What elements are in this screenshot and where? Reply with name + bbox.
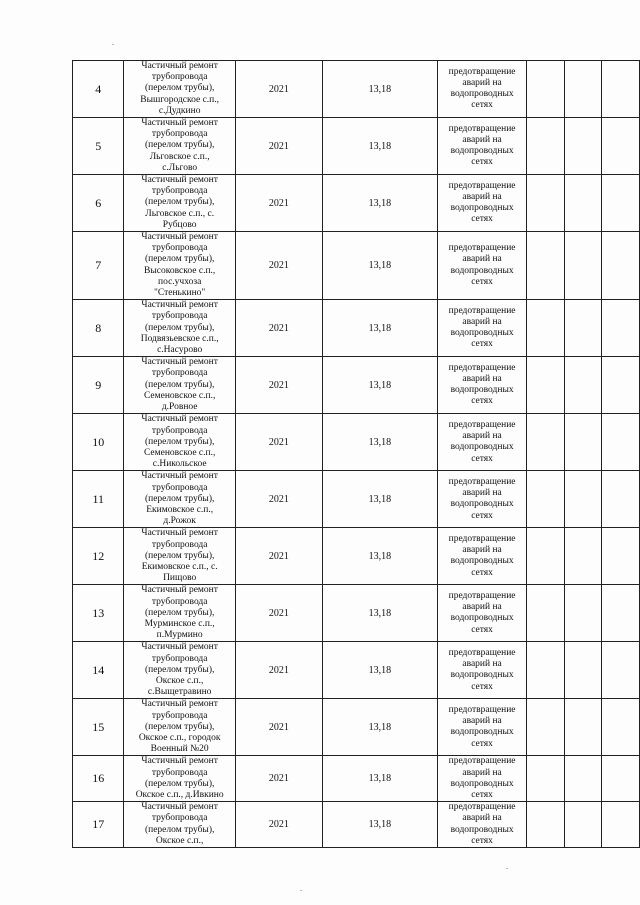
- amount-cell: 13,18: [322, 585, 437, 642]
- table-row: [73, 585, 640, 642]
- description-line: с.Выщетравино: [147, 687, 212, 698]
- work-description: [124, 414, 235, 471]
- work-description: [124, 61, 235, 118]
- description-line: (перелом трубы),: [144, 322, 215, 333]
- goal-line: аварий на: [462, 659, 502, 670]
- amount-cell: 13,18: [322, 175, 437, 232]
- goal-line: водопроводных: [450, 778, 514, 789]
- description-line: Подвязьевское с.п.,: [140, 333, 219, 344]
- description-line: Частичный ремонт: [141, 414, 218, 425]
- goal-line: водопроводных: [450, 556, 514, 567]
- goal-line: предотвращение: [448, 802, 516, 813]
- empty-cell: [527, 61, 565, 118]
- goal-cell: [437, 699, 527, 756]
- empty-cell: [527, 471, 565, 528]
- description-line: Военный №20: [150, 744, 209, 755]
- row-number: 11: [73, 471, 124, 528]
- goal-line: сетях: [471, 567, 493, 578]
- empty-cell: [602, 642, 640, 699]
- table-row: [73, 699, 640, 756]
- work-description: [124, 756, 235, 802]
- year-cell: 2021: [235, 300, 322, 357]
- goal-line: предотвращение: [448, 704, 516, 715]
- description-line: Высоковское с.п.,: [144, 265, 216, 276]
- empty-cell: [564, 585, 602, 642]
- row-number: 13: [73, 585, 124, 642]
- goal-cell: [437, 414, 527, 471]
- goal-line: аварий на: [462, 545, 502, 556]
- description-line: (перелом трубы),: [144, 83, 215, 94]
- description-line: Окское с.п.,: [155, 675, 204, 686]
- year-cell: 2021: [235, 585, 322, 642]
- description-line: трубопровода: [151, 368, 208, 379]
- description-line: Частичный ремонт: [141, 802, 218, 813]
- goal-line: водопроводных: [450, 727, 514, 738]
- goal-line: аварий на: [462, 431, 502, 442]
- description-line: с.Дудкино: [158, 105, 201, 116]
- description-line: Частичный ремонт: [141, 699, 218, 710]
- amount-cell: 13,18: [322, 232, 437, 300]
- empty-cell: [602, 528, 640, 585]
- table-row: [73, 528, 640, 585]
- amount-cell: 13,18: [322, 357, 437, 414]
- goal-cell: [437, 300, 527, 357]
- goal-line: сетях: [471, 624, 493, 635]
- description-line: (перелом трубы),: [144, 197, 215, 208]
- empty-cell: [564, 232, 602, 300]
- year-cell: 2021: [235, 471, 322, 528]
- work-description: [124, 802, 235, 848]
- table-row: [73, 414, 640, 471]
- work-description: [124, 471, 235, 528]
- description-line: с.Льгово: [162, 162, 198, 173]
- scan-speck: [300, 890, 302, 891]
- goal-line: сетях: [471, 339, 493, 350]
- description-line: д.Рожок: [163, 516, 196, 527]
- empty-cell: [527, 585, 565, 642]
- goal-line: водопроводных: [450, 203, 514, 214]
- work-description: [124, 175, 235, 232]
- goal-line: аварий на: [462, 813, 502, 824]
- empty-cell: [564, 175, 602, 232]
- empty-cell: [564, 528, 602, 585]
- year-cell: 2021: [235, 699, 322, 756]
- goal-line: сетях: [471, 453, 493, 464]
- year-cell: 2021: [235, 61, 322, 118]
- empty-cell: [602, 118, 640, 175]
- amount-cell: 13,18: [322, 528, 437, 585]
- goal-line: водопроводных: [450, 89, 514, 99]
- year-cell: 2021: [235, 118, 322, 175]
- description-line: Частичный ремонт: [141, 471, 218, 482]
- goal-cell: [437, 118, 527, 175]
- goal-line: сетях: [471, 276, 493, 287]
- description-line: Семеновское с.п.,: [143, 390, 216, 401]
- empty-cell: [527, 357, 565, 414]
- goal-line: сетях: [471, 510, 493, 521]
- description-line: трубопровода: [151, 425, 208, 436]
- row-number: 14: [73, 642, 124, 699]
- year-cell: 2021: [235, 414, 322, 471]
- description-line: д.Ровное: [161, 402, 198, 413]
- goal-cell: [437, 802, 527, 848]
- works-table: [72, 60, 640, 848]
- goal-line: аварий на: [462, 191, 502, 202]
- description-line: Частичный ремонт: [141, 175, 218, 186]
- description-line: Частичный ремонт: [141, 232, 218, 243]
- row-number: 6: [73, 175, 124, 232]
- description-line: (перелом трубы),: [144, 607, 215, 618]
- empty-cell: [527, 300, 565, 357]
- empty-cell: [602, 802, 640, 848]
- empty-cell: [527, 414, 565, 471]
- goal-line: предотвращение: [448, 647, 516, 658]
- amount-cell: 13,18: [322, 118, 437, 175]
- goal-line: сетях: [471, 214, 493, 225]
- description-line: трубопровода: [151, 710, 208, 721]
- description-line: Вышгородское с.п.,: [140, 94, 220, 105]
- goal-cell: [437, 528, 527, 585]
- goal-cell: [437, 61, 527, 118]
- amount-cell: 13,18: [322, 471, 437, 528]
- empty-cell: [602, 357, 640, 414]
- empty-cell: [527, 232, 565, 300]
- year-cell: 2021: [235, 756, 322, 802]
- description-line: Частичный ремонт: [141, 642, 218, 653]
- description-line: (перелом трубы),: [144, 436, 215, 447]
- row-number: 4: [73, 61, 124, 118]
- description-line: трубопровода: [151, 653, 208, 664]
- description-line: трубопровода: [151, 311, 208, 322]
- row-number: 8: [73, 300, 124, 357]
- table-row: [73, 175, 640, 232]
- empty-cell: [602, 699, 640, 756]
- description-line: трубопровода: [151, 813, 208, 824]
- row-number: 15: [73, 699, 124, 756]
- table-row: [73, 232, 640, 300]
- description-line: Льговское с.п., с.: [145, 208, 215, 219]
- table-row: [73, 300, 640, 357]
- row-number: 12: [73, 528, 124, 585]
- table-row: [73, 642, 640, 699]
- empty-cell: [527, 528, 565, 585]
- amount-cell: 13,18: [322, 414, 437, 471]
- description-line: Семеновское с.п.,: [143, 447, 216, 458]
- description-line: трубопровода: [151, 596, 208, 607]
- goal-line: аварий на: [462, 77, 502, 88]
- goal-line: предотвращение: [448, 756, 516, 767]
- row-number: 5: [73, 118, 124, 175]
- description-line: Екимовское с.п.,: [146, 504, 214, 515]
- description-line: Окское с.п., д.Ивкино: [135, 790, 224, 800]
- empty-cell: [564, 699, 602, 756]
- work-description: [124, 699, 235, 756]
- description-line: Частичный ремонт: [141, 118, 218, 129]
- amount-cell: 13,18: [322, 300, 437, 357]
- goal-line: аварий на: [462, 602, 502, 613]
- goal-line: водопроводных: [450, 265, 514, 276]
- row-number: 16: [73, 756, 124, 802]
- description-line: трубопровода: [151, 482, 208, 493]
- goal-line: сетях: [471, 681, 493, 692]
- description-line: Частичный ремонт: [141, 528, 218, 539]
- empty-cell: [564, 756, 602, 802]
- description-line: (перелом трубы),: [144, 824, 215, 835]
- description-line: (перелом трубы),: [144, 778, 215, 789]
- amount-cell: 13,18: [322, 802, 437, 848]
- work-description: [124, 300, 235, 357]
- empty-cell: [527, 699, 565, 756]
- description-line: (перелом трубы),: [144, 664, 215, 675]
- description-line: (перелом трубы),: [144, 721, 215, 732]
- table-row: [73, 357, 640, 414]
- description-line: пос.учхоза: [158, 276, 202, 287]
- description-line: Окское с.п.,: [155, 835, 204, 846]
- goal-cell: [437, 357, 527, 414]
- description-line: "Стенькино": [154, 288, 206, 299]
- goal-line: водопроводных: [450, 385, 514, 396]
- year-cell: 2021: [235, 232, 322, 300]
- empty-cell: [602, 300, 640, 357]
- table-row: [73, 118, 640, 175]
- empty-cell: [527, 642, 565, 699]
- goal-line: сетях: [471, 396, 493, 407]
- amount-cell: 13,18: [322, 756, 437, 802]
- row-number: 17: [73, 802, 124, 848]
- empty-cell: [564, 642, 602, 699]
- empty-cell: [602, 175, 640, 232]
- goal-line: предотвращение: [448, 419, 516, 430]
- description-line: с.Насурово: [157, 345, 203, 356]
- work-description: [124, 585, 235, 642]
- description-line: (перелом трубы),: [144, 379, 215, 390]
- table-row: [73, 61, 640, 118]
- goal-line: водопроводных: [450, 442, 514, 453]
- goal-cell: [437, 756, 527, 802]
- description-line: Екимовское с.п., с.: [141, 561, 218, 572]
- description-line: (перелом трубы),: [144, 254, 215, 265]
- description-line: Пищово: [163, 573, 197, 584]
- goal-line: аварий на: [462, 374, 502, 385]
- work-description: [124, 357, 235, 414]
- goal-cell: [437, 232, 527, 300]
- description-line: (перелом трубы),: [144, 140, 215, 151]
- work-description: [124, 118, 235, 175]
- description-line: Частичный ремонт: [141, 357, 218, 368]
- goal-line: аварий на: [462, 488, 502, 499]
- goal-line: предотвращение: [448, 533, 516, 544]
- table-row: [73, 756, 640, 802]
- empty-cell: [602, 61, 640, 118]
- description-line: п.Мурмино: [156, 630, 203, 641]
- goal-line: сетях: [471, 835, 493, 846]
- year-cell: 2021: [235, 802, 322, 848]
- description-line: с.Никольское: [152, 459, 207, 470]
- description-line: трубопровода: [151, 129, 208, 140]
- goal-line: предотвращение: [448, 66, 516, 77]
- empty-cell: [602, 232, 640, 300]
- goal-line: аварий на: [462, 767, 502, 778]
- goal-line: аварий на: [462, 317, 502, 328]
- empty-cell: [564, 802, 602, 848]
- empty-cell: [602, 414, 640, 471]
- goal-line: предотвращение: [448, 590, 516, 601]
- description-line: Окское с.п., городок: [138, 732, 221, 743]
- work-description: [124, 528, 235, 585]
- year-cell: 2021: [235, 357, 322, 414]
- goal-line: предотвращение: [448, 243, 516, 254]
- goal-line: сетях: [471, 738, 493, 749]
- goal-cell: [437, 585, 527, 642]
- description-line: трубопровода: [151, 72, 208, 83]
- amount-cell: 13,18: [322, 61, 437, 118]
- empty-cell: [564, 471, 602, 528]
- table-row: [73, 471, 640, 528]
- goal-line: предотвращение: [448, 305, 516, 316]
- description-line: Частичный ремонт: [141, 300, 218, 311]
- goal-line: сетях: [471, 790, 493, 800]
- work-description: [124, 232, 235, 300]
- empty-cell: [602, 585, 640, 642]
- empty-cell: [527, 118, 565, 175]
- amount-cell: 13,18: [322, 699, 437, 756]
- goal-line: предотвращение: [448, 362, 516, 373]
- empty-cell: [527, 802, 565, 848]
- scan-speck: [506, 868, 508, 869]
- row-number: 9: [73, 357, 124, 414]
- goal-cell: [437, 471, 527, 528]
- description-line: трубопровода: [151, 243, 208, 254]
- description-line: трубопровода: [151, 186, 208, 197]
- empty-cell: [602, 756, 640, 802]
- table-row: [73, 802, 640, 848]
- table-body: [73, 61, 640, 848]
- empty-cell: [602, 471, 640, 528]
- goal-line: водопроводных: [450, 613, 514, 624]
- year-cell: 2021: [235, 528, 322, 585]
- row-number: 7: [73, 232, 124, 300]
- goal-line: сетях: [471, 100, 493, 111]
- description-line: Мурминское с.п.,: [144, 618, 215, 629]
- description-line: (перелом трубы),: [144, 493, 215, 504]
- year-cell: 2021: [235, 642, 322, 699]
- goal-line: предотвращение: [448, 476, 516, 487]
- empty-cell: [564, 357, 602, 414]
- goal-cell: [437, 642, 527, 699]
- work-description: [124, 642, 235, 699]
- empty-cell: [527, 175, 565, 232]
- amount-cell: 13,18: [322, 642, 437, 699]
- goal-line: водопроводных: [450, 146, 514, 157]
- goal-line: водопроводных: [450, 824, 514, 835]
- description-line: (перелом трубы),: [144, 550, 215, 561]
- empty-cell: [564, 118, 602, 175]
- goal-cell: [437, 175, 527, 232]
- goal-line: аварий на: [462, 716, 502, 727]
- scan-speck: [112, 44, 114, 45]
- empty-cell: [564, 300, 602, 357]
- goal-line: аварий на: [462, 134, 502, 145]
- empty-cell: [564, 61, 602, 118]
- goal-line: водопроводных: [450, 328, 514, 339]
- description-line: трубопровода: [151, 767, 208, 778]
- goal-line: сетях: [471, 157, 493, 168]
- year-cell: 2021: [235, 175, 322, 232]
- empty-cell: [527, 756, 565, 802]
- goal-line: предотвращение: [448, 180, 516, 191]
- empty-cell: [564, 414, 602, 471]
- goal-line: предотвращение: [448, 123, 516, 134]
- description-line: Частичный ремонт: [141, 61, 218, 71]
- goal-line: аварий на: [462, 254, 502, 265]
- goal-line: водопроводных: [450, 499, 514, 510]
- description-line: Частичный ремонт: [141, 756, 218, 767]
- description-line: Рубцово: [162, 219, 197, 230]
- description-line: Льговское с.п.,: [149, 151, 210, 162]
- description-line: трубопровода: [151, 539, 208, 550]
- row-number: 10: [73, 414, 124, 471]
- description-line: Частичный ремонт: [141, 585, 218, 596]
- goal-line: водопроводных: [450, 670, 514, 681]
